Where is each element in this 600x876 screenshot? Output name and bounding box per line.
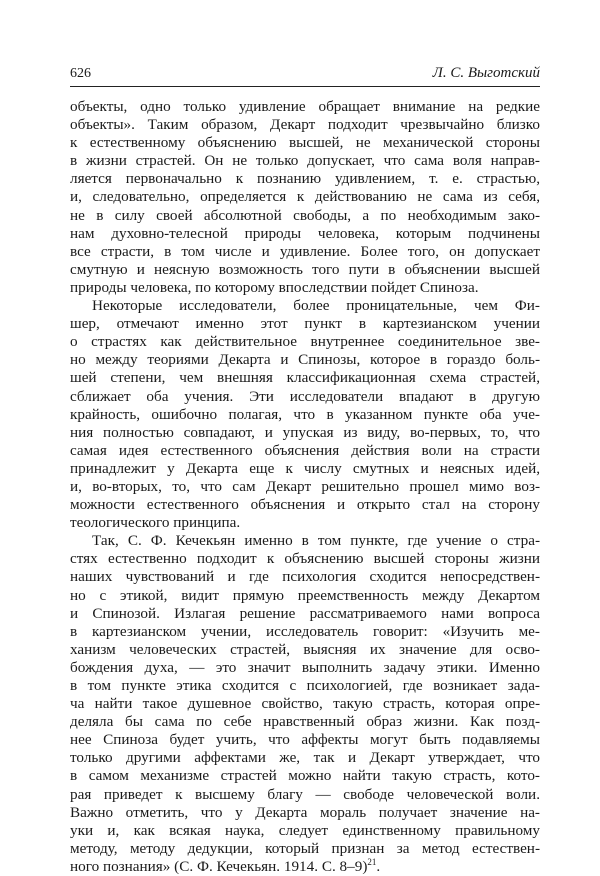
text-line: но с этикой, видит прямую преемственность между Декартом <box>70 586 540 604</box>
page-header <box>70 64 540 87</box>
text-line: и, следовательно, определяется к действованию не сама из себя, <box>70 188 540 206</box>
text-line: и Спинозой. Излагая решение рассматриваемого нами вопроса <box>70 604 540 622</box>
body-text <box>70 98 540 876</box>
text-line: нам духовно-телесной природы человека, которым подчинены <box>70 224 540 242</box>
text-line: наших чувствований и где психология сходится непосредствен- <box>70 568 540 586</box>
text-line: самая идея естественного объяснения действия воли на страсти <box>70 441 540 459</box>
text-line: объекты». Таким образом, Декарт подходит чрезвычайно близко <box>70 116 540 134</box>
text-line: ханизм человеческих страстей, выясняя их значение для осво- <box>70 640 540 658</box>
text-line: ния полностью совпадают, и упуская из виду, во-первых, то, что <box>70 423 540 441</box>
paragraph-2 <box>70 297 540 532</box>
trailing-punctuation: . <box>376 857 381 875</box>
footnote-ref: 21 <box>367 856 377 867</box>
text-line: к естественному объяснению высшей, не механической стороны <box>70 134 540 152</box>
text-line: Некоторые исследователи, более проницательные, чем Фи- <box>92 297 540 315</box>
text-line: стях естественно подходит к объяснению высшей стороны жизни <box>70 550 540 568</box>
text-line: бождения духа, — это значит выполнить задачу этики. Именно <box>70 658 540 676</box>
text-line: уки и, как всякая наука, следует единственному правильному <box>70 821 540 839</box>
text-line: объекты, одно только удивление обращает внимание на редкие <box>70 98 540 115</box>
text-line: методу, методу дедукции, который признан за метод естествен- <box>70 839 540 857</box>
text-line: сближает оба учения. Эти исследователи впадают в другую <box>70 387 540 405</box>
text-line: рая приведет к высшему благу — свободе человеческой воли. <box>70 785 540 803</box>
text-line: шер, отмечают именно этот пункт в картезианском учении <box>70 315 540 333</box>
text-line: не в силу своей абсолютной свободы, а по необходимым зако- <box>70 206 540 224</box>
text-line: нее Спиноза будет учить, что аффекты могут быть подавляемы <box>70 731 540 749</box>
running-title: Л. С. Выготский <box>432 65 540 81</box>
page-number: 626 <box>70 66 91 81</box>
text-line: Важно отметить, что у Декарта мораль получает значение на- <box>70 803 540 821</box>
text-line: в жизни страстей. Он не только допускает, что сама воля направ- <box>70 152 540 170</box>
text-line: теологического принципа. <box>70 514 241 532</box>
text-line: можности естественного объяснения и открыто стал на сторону <box>70 496 540 514</box>
text-line: ляется первоначально к познанию удивлением, т. е. страстью, <box>70 170 540 188</box>
paragraph-3 <box>70 532 540 876</box>
text-line: Так, С. Ф. Кечекьян именно в том пункте, где учение о стра- <box>92 532 540 550</box>
text-line: но между теориями Декарта и Спинозы, которое в гораздо боль- <box>70 351 540 369</box>
paragraph-1 <box>70 98 540 297</box>
text-line: все страсти, в том числе и удивление. Более того, он допускает <box>70 242 540 260</box>
text-line: только другими аффектами же, так и Декарт утверждает, что <box>70 749 540 767</box>
text-line: крайность, ошибочно полагая, что в указанном пункте оба уче- <box>70 405 540 423</box>
text-line: в картезианском учении, исследователь говорит: «Изучить ме- <box>70 622 540 640</box>
text-line: шей степени, чем внешняя классификационная схема страстей, <box>70 369 540 387</box>
text-line: природы человека, по которому впоследствии пойдет Спиноза. <box>70 278 479 296</box>
text-line: деляла бы сама по себе нравственный образ жизни. Как позд- <box>70 713 540 731</box>
text-line: о страстях как действительное внутреннее соединительное зве- <box>70 333 540 351</box>
text-line: смутную и неясную возможность того пути в объяснении высшей <box>70 260 540 278</box>
text-line: ча найти такое душевное свойство, такую страсть, которая опре- <box>70 695 540 713</box>
text-line: принадлежит у Декарта еще к числу смутных и неясных идей, <box>70 459 540 477</box>
text-line: ного познания» (С. Ф. Кечекьян. 1914. С. 8–9)$^{21}$. <box>70 856 381 875</box>
text-line: в том пункте этика сходится с психологией, где возникает зада- <box>70 677 540 694</box>
text-line: в самом механизме страстей можно найти такую страсть, кото- <box>70 767 540 785</box>
text-line: и, во-вторых, то, что сам Декарт решительно прошел мимо воз- <box>70 477 540 495</box>
